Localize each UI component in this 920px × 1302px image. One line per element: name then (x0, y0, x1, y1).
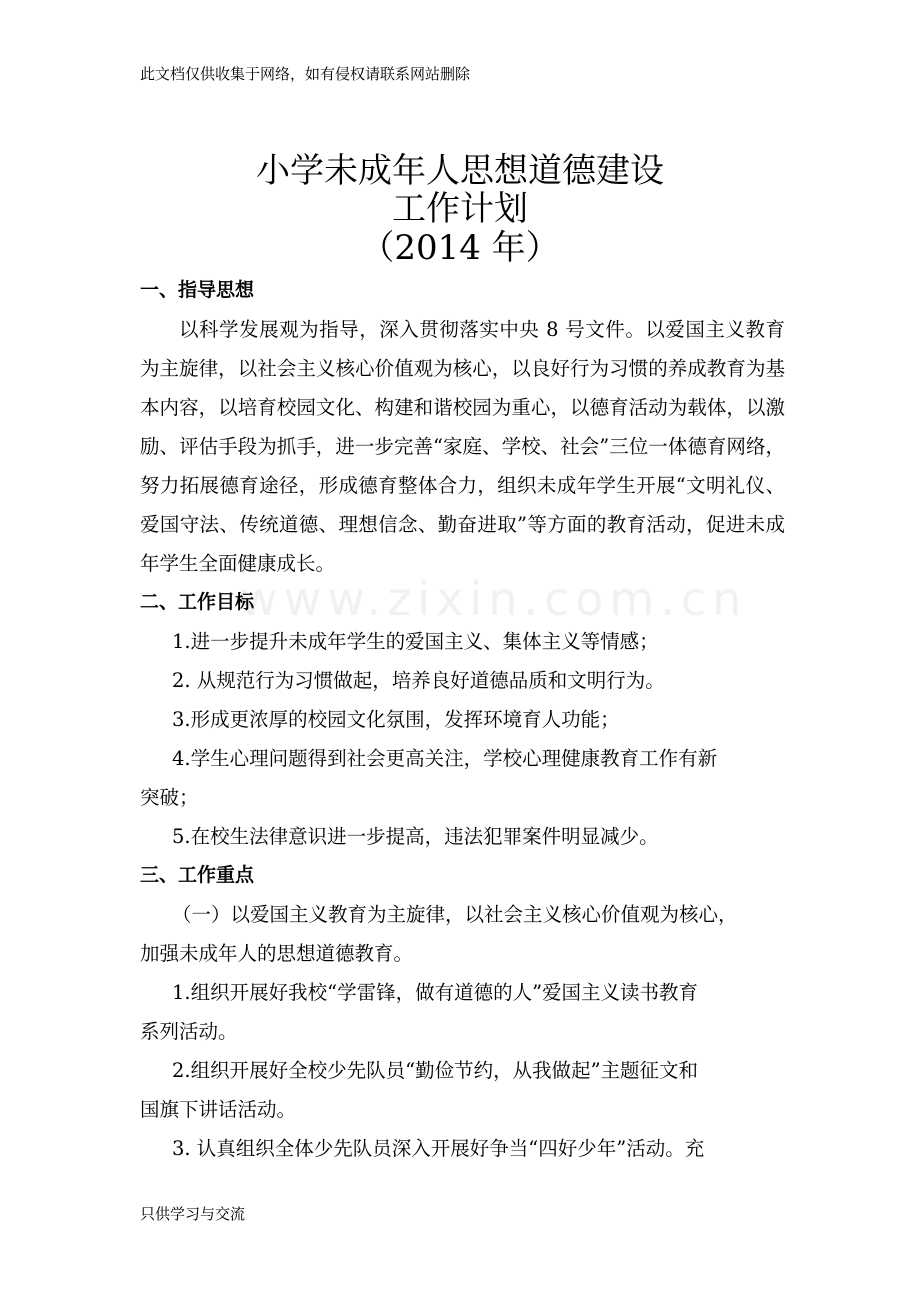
focus-sub-1-line-1: （一）以爱国主义教育为主旋律，以社会主义核心价值观为核心， (172, 903, 738, 926)
focus-item-1-line-1: 1.组织开展好我校“学雷锋，做有道德的人”爱国主义读书教育 (172, 981, 699, 1004)
title-line-1: 小学未成年人思想道德建设 (256, 151, 664, 191)
title-line-3: （2014 年） (360, 228, 560, 268)
goal-item-1: 1.进一步提升未成年学生的爱国主义、集体主义等情感； (172, 630, 659, 653)
title-line-2: 工作计划 (392, 189, 528, 229)
goal-item-4-line-2: 突破； (140, 786, 199, 809)
goal-item-3: 3.形成更浓厚的校园文化氛围，发挥环境育人功能； (172, 708, 620, 731)
focus-item-2-line-1: 2.组织开展好全校少先队员“勤俭节约，从我做起”主题征文和 (172, 1059, 699, 1082)
goal-item-2: 2. 从规范行为习惯做起，培养良好道德品质和文明行为。 (172, 669, 665, 692)
footer-note: 只供学习与交流 (140, 1205, 246, 1223)
focus-sub-1-line-2: 加强未成年人的思想道德教育。 (140, 942, 414, 965)
document-body (140, 271, 785, 1168)
section-heading-work-goals: 二、工作目标 (140, 591, 255, 613)
focus-item-3-line-1: 3. 认真组织全体少先队员深入开展好争当“四好少年”活动。充 (172, 1137, 705, 1160)
watermark: www.zixin.com.cn (240, 572, 748, 626)
focus-item-2-line-2: 国旗下讲话活动。 (140, 1098, 297, 1121)
header-note: 此文档仅供收集于网络，如有侵权请联系网站删除 (140, 65, 471, 83)
goal-item-4-line-1: 4.学生心理问题得到社会更高关注，学校心理健康教育工作有新 (172, 747, 718, 770)
guiding-ideology-paragraph: 以科学发展观为指导，深入贯彻落实中央 8 号文件。以爱国主义教育为主旋律，以社会主义核心价值观为核心，以良好行为习惯的养成教育为基本内容，以培育校园文化、构建和谐校园为重心，以德育活动为载体，以激励、评估手段为抓手，进一步完善“家庭、学校、社会”三位一体德育网络，努力拓展德育途径，形成德育整体合力，组织未成年学生开展“文明礼仪、爱国守法、传统道德、理想信念、勤奋进取”等方面的教育活动，促进未成年学生全面健康成长。 (140, 318, 785, 575)
section-heading-work-focus: 三、工作重点 (140, 864, 255, 886)
section-heading-guiding-ideology: 一、指导思想 (140, 279, 255, 301)
focus-item-1-line-2: 系列活动。 (140, 1020, 238, 1043)
goal-item-5: 5.在校生法律意识进一步提高，违法犯罪案件明显减少。 (172, 825, 659, 848)
